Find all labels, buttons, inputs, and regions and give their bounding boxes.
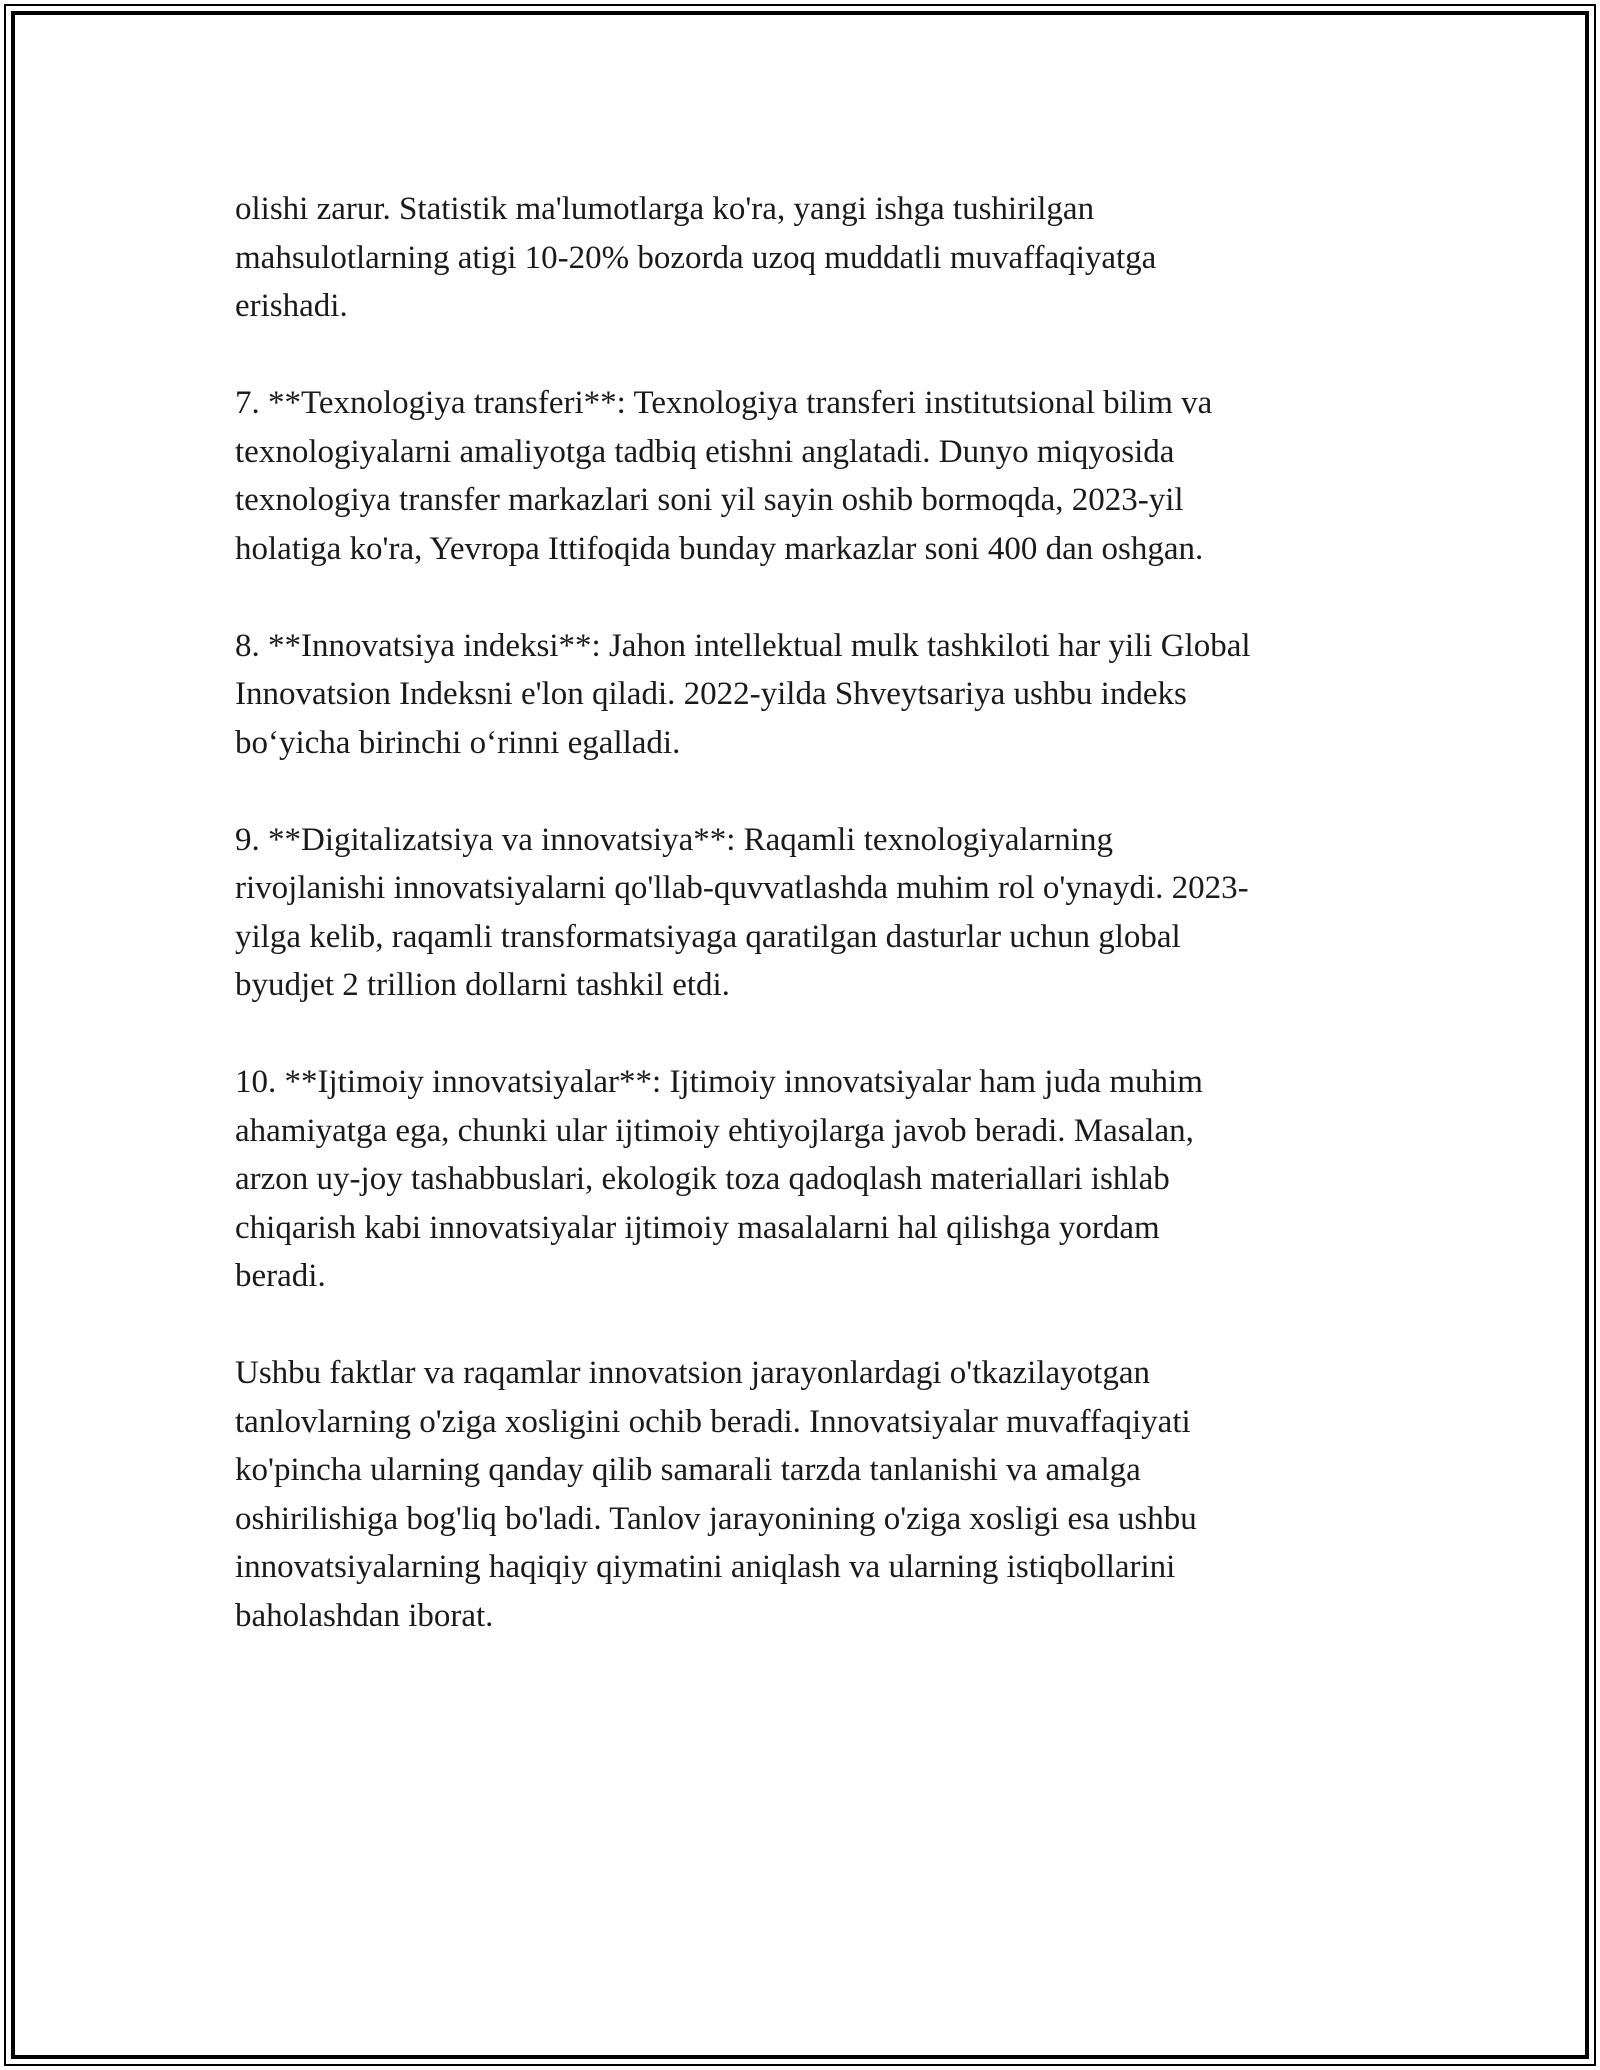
paragraph-item-8 [235, 622, 1385, 768]
paragraph-item-9 [235, 816, 1385, 1010]
text-line: bo‘yicha birinchi o‘rinni egalladi. [235, 724, 681, 761]
text-line: 8. **Innovatsiya indeksi**: Jahon intellektual mulk tashkiloti har yili Global [235, 627, 1251, 664]
paragraph-item-7 [235, 379, 1385, 573]
text-line: olishi zarur. Statistik ma'lumotlarga ko'ra, yangi ishga tushirilgan [235, 191, 1095, 227]
text-line: baholashdan iborat. [235, 1597, 494, 1634]
text-line: 9. **Digitalizatsiya va innovatsiya**: Raqamli texnologiyalarning [235, 821, 1113, 858]
text-line: texnologiyalarni amaliyotga tadbiq etishni anglatadi. Dunyo miqyosida [235, 433, 1175, 470]
paragraph-item-10 [235, 1058, 1385, 1301]
text-line: ahamiyatga ega, chunki ular ijtimoiy ehtiyojlarga javob beradi. Masalan, [235, 1112, 1194, 1149]
text-line: Ushbu faktlar va raqamlar innovatsion jarayonlardagi o'tkazilayotgan [235, 1355, 1150, 1391]
text-line: mahsulotlarning atigi 10-20% bozorda uzoq muddatli muvaffaqiyatga [235, 239, 1157, 276]
text-line: oshirilishiga bog'liq bo'ladi. Tanlov jarayonining o'ziga xosligi esa ushbu [235, 1500, 1197, 1537]
text-line: 7. **Texnologiya transferi**: Texnologiya transferi institutsional bilim va [235, 385, 1213, 421]
text-line: Innovatsion Indeksni e'lon qiladi. 2022-yilda Shveytsariya ushbu indeks [235, 676, 1187, 712]
text-line: 10. **Ijtimoiy innovatsiyalar**: Ijtimoiy innovatsiyalar ham juda muhim [235, 1064, 1203, 1100]
text-line: ko'pincha ularning qanday qilib samarali tarzda tanlanishi va amalga [235, 1452, 1141, 1488]
paragraph-conclusion [235, 1349, 1385, 1640]
text-line: holatiga ko'ra, Yevropa Ittifoqida bunday markazlar soni 400 dan oshgan. [235, 530, 1204, 567]
text-line: chiqarish kabi innovatsiyalar ijtimoiy masalalarni hal qilishga yordam [235, 1209, 1160, 1246]
text-line: innovatsiyalarning haqiqiy qiymatini aniqlash va ularning istiqbollarini [235, 1549, 1176, 1585]
text-line: erishadi. [235, 288, 348, 324]
text-line: beradi. [235, 1258, 326, 1294]
text-line: byudjet 2 trillion dollarni tashkil etdi. [235, 967, 730, 1003]
text-line: yilga kelib, raqamli transformatsiyaga qaratilgan dasturlar uchun global [235, 918, 1181, 955]
paragraph-continuation [235, 185, 1385, 331]
text-line: rivojlanishi innovatsiyalarni qo'llab-quvvatlashda muhim rol o'ynaydi. 2023- [235, 870, 1249, 906]
text-line: texnologiya transfer markazlari soni yil sayin oshib bormoqda, 2023-yil [235, 482, 1184, 518]
text-line: arzon uy-joy tashabbuslari, ekologik toza qadoqlash materiallari ishlab [235, 1161, 1170, 1197]
text-line: tanlovlarning o'ziga xosligini ochib beradi. Innovatsiyalar muvaffaqiyati [235, 1403, 1191, 1440]
document-body [235, 185, 1385, 1689]
